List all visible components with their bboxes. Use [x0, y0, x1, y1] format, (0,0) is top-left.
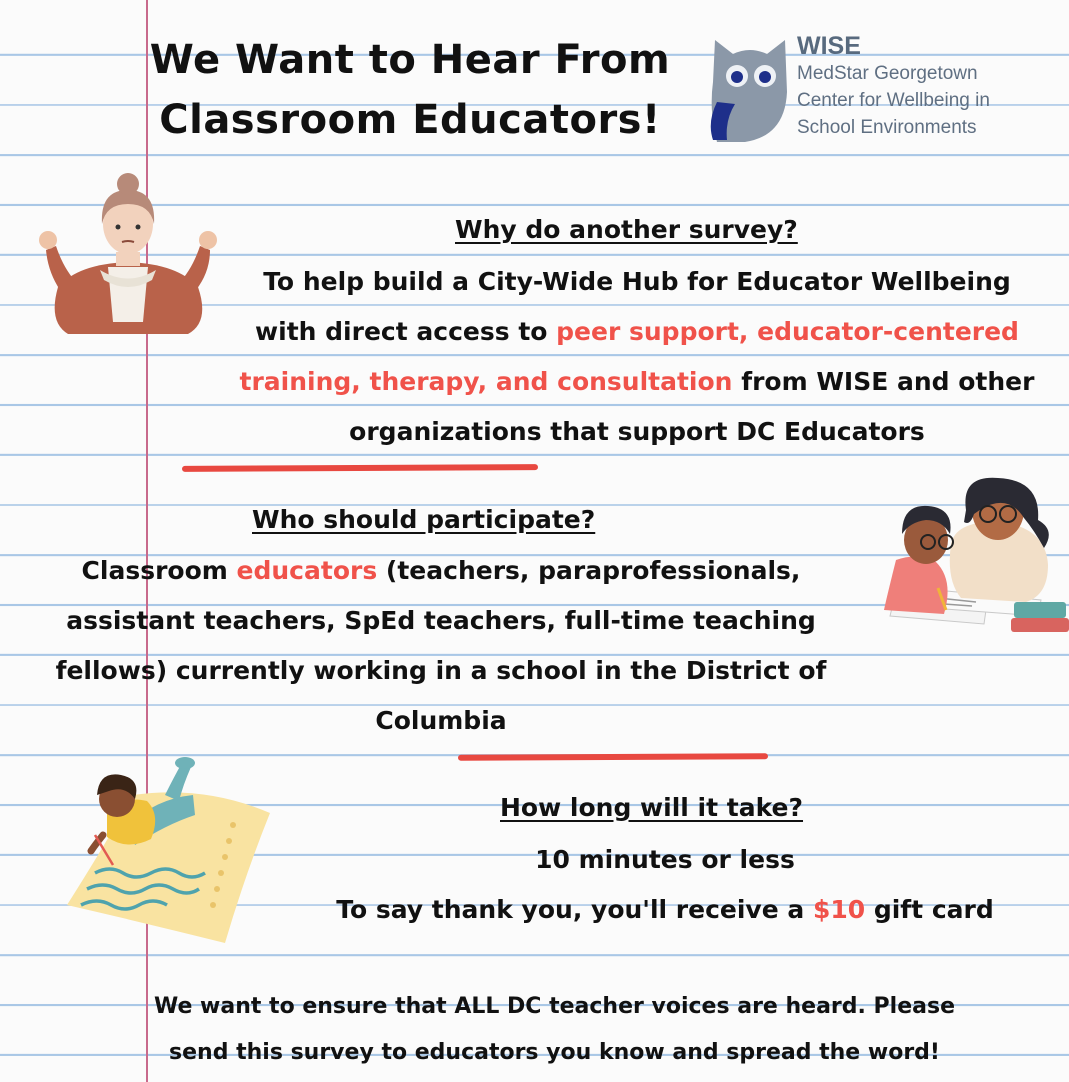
why-line-4: organizations that support DC Educators	[349, 417, 925, 446]
page-title	[130, 30, 690, 150]
why-line-3: training, therapy, and consultation from WISE and other	[239, 367, 1035, 396]
logo	[797, 32, 990, 141]
highlight-gift-amount: $10	[812, 895, 866, 924]
title-line-1: We Want to Hear From	[149, 37, 671, 83]
footer-message	[0, 984, 1069, 1076]
who-line-3: fellows) currently working in a school in the District of	[55, 656, 827, 685]
how-long-line-1: 10 minutes or less	[535, 845, 795, 874]
child-writing-icon	[65, 755, 280, 945]
owl-icon	[705, 32, 795, 144]
footer-line-1: We want to ensure that ALL DC teacher voices are heard. Please	[153, 994, 955, 1019]
highlight-training: training, therapy, and consultation	[239, 367, 733, 396]
red-divider-stroke	[182, 464, 538, 472]
how-long-body	[300, 835, 1030, 935]
why-line-1: To help build a City-Wide Hub for Educator Wellbeing	[263, 267, 1011, 296]
logo-line-1: MedStar Georgetown	[797, 63, 978, 84]
red-divider-stroke	[458, 753, 768, 761]
teacher-helping-child-icon	[866, 470, 1069, 640]
logo-line-3: School Environments	[797, 117, 977, 138]
why-heading: Why do another survey?	[455, 215, 798, 244]
how-long-heading: How long will it take?	[500, 793, 804, 822]
shrugging-woman-icon	[38, 172, 228, 337]
who-line-1: Classroom educators (teachers, paraprofessionals,	[81, 556, 801, 585]
who-body	[20, 546, 862, 746]
logo-name: WISE	[797, 32, 861, 60]
highlight-educators: educators	[236, 556, 378, 585]
why-body	[205, 257, 1069, 457]
who-line-4: Columbia	[375, 706, 507, 735]
how-long-line-2: To say thank you, you'll receive a $10 gift card	[336, 895, 994, 924]
who-heading: Who should participate?	[252, 505, 596, 534]
logo-line-2: Center for Wellbeing in	[797, 90, 990, 111]
highlight-peer-support: peer support, educator-centered	[556, 317, 1019, 346]
footer-line-2: send this survey to educators you know and spread the word!	[169, 1040, 940, 1065]
who-line-2: assistant teachers, SpEd teachers, full-time teaching	[66, 606, 816, 635]
title-line-2: Classroom Educators!	[159, 97, 661, 143]
why-line-2: with direct access to peer support, educator-centered	[255, 317, 1019, 346]
